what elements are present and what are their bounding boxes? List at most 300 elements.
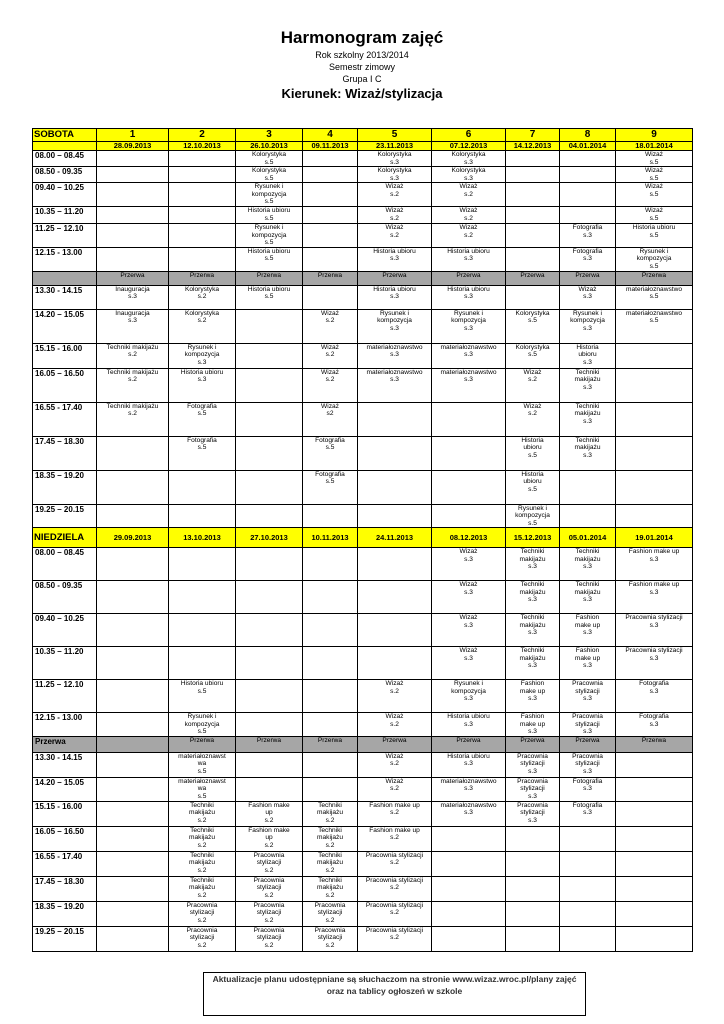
- session-date: 08.12.2013: [432, 528, 506, 548]
- session-date: 09.11.2013: [303, 142, 358, 151]
- time-slot: 11.25 – 12.10: [33, 224, 97, 248]
- class-cell: Wizaż s.3: [432, 581, 506, 614]
- class-cell: Historia ubioru s.5: [616, 224, 693, 248]
- class-cell: [303, 183, 358, 207]
- class-cell: [616, 436, 693, 470]
- table-row: [33, 368, 693, 402]
- class-cell: Wizaż s.2: [358, 183, 432, 207]
- class-cell: [169, 183, 236, 207]
- session-date: 10.11.2013: [303, 528, 358, 548]
- section-dates-row: [33, 142, 693, 151]
- class-cell: Przerwa: [303, 271, 358, 285]
- class-cell: Pracownia stylizacji s.3: [506, 752, 560, 777]
- time-slot: 10.35 – 11.20: [33, 207, 97, 224]
- class-cell: Historia ubioru s.3: [358, 247, 432, 271]
- session-number: 6: [432, 129, 506, 142]
- class-cell: Fotografia s.3: [560, 777, 616, 801]
- class-cell: Historia ubioru s.3: [432, 752, 506, 777]
- class-cell: Pracownia stylizacji s.2: [358, 901, 432, 926]
- class-cell: Kolorystyka s.2: [169, 285, 236, 309]
- class-cell: [169, 647, 236, 680]
- class-cell: [97, 151, 169, 167]
- table-row: [33, 183, 693, 207]
- class-cell: Inauguracja s.3: [97, 285, 169, 309]
- class-cell: Przerwa: [506, 271, 560, 285]
- class-cell: [97, 224, 169, 248]
- class-cell: Kolorystyka s.5: [506, 343, 560, 368]
- class-cell: [616, 343, 693, 368]
- class-cell: Przerwa: [303, 736, 358, 752]
- table-row: [33, 470, 693, 504]
- time-slot: 19.25 – 20.15: [33, 926, 97, 951]
- class-cell: Techniki makijażu s.3: [506, 647, 560, 680]
- time-slot: 08.00 – 08.45: [33, 151, 97, 167]
- table-row: [33, 436, 693, 470]
- class-cell: materiałoznawstwo s.3: [432, 343, 506, 368]
- class-cell: [358, 581, 432, 614]
- class-cell: Fashion make up s.2: [236, 801, 303, 826]
- class-cell: [169, 470, 236, 504]
- class-cell: Fashion make up s.3: [506, 680, 560, 713]
- page-title: Harmonogram zajęć: [280, 28, 444, 47]
- table-row: [33, 224, 693, 248]
- class-cell: [97, 614, 169, 647]
- class-cell: Techniki makijażu s.3: [560, 548, 616, 581]
- class-cell: Techniki makijażu s.3: [560, 368, 616, 402]
- class-cell: Techniki makijażu s.3: [506, 548, 560, 581]
- class-cell: [616, 876, 693, 901]
- class-cell: [236, 470, 303, 504]
- session-number: 4: [303, 129, 358, 142]
- class-cell: Techniki makijażu s.3: [560, 402, 616, 436]
- session-number: 9: [616, 129, 693, 142]
- class-cell: [97, 901, 169, 926]
- session-date: 18.01.2014: [616, 142, 693, 151]
- time-slot: 15.15 - 16.00: [33, 343, 97, 368]
- session-date: 14.12.2013: [506, 142, 560, 151]
- class-cell: [97, 752, 169, 777]
- class-cell: [97, 713, 169, 737]
- class-cell: Wizaż s.2: [432, 183, 506, 207]
- class-cell: [97, 851, 169, 876]
- class-cell: [358, 504, 432, 528]
- class-cell: Techniki makijażu s.2: [169, 851, 236, 876]
- class-cell: [506, 207, 560, 224]
- class-cell: [432, 826, 506, 851]
- class-cell: Wizaż s.2: [303, 309, 358, 343]
- class-cell: Przerwa: [506, 736, 560, 752]
- table-row: [33, 752, 693, 777]
- class-cell: Fashion make up s.2: [358, 826, 432, 851]
- time-slot: 09.40 – 10.25: [33, 183, 97, 207]
- class-cell: [358, 548, 432, 581]
- class-cell: Pracownia stylizacji s.3: [506, 777, 560, 801]
- class-cell: Kolorystyka s.3: [358, 151, 432, 167]
- session-date: 24.11.2013: [358, 528, 432, 548]
- class-cell: [560, 901, 616, 926]
- session-date: 27.10.2013: [236, 528, 303, 548]
- class-cell: Fotografia s.3: [560, 247, 616, 271]
- footer-line-1: Aktualizacje planu udostępniane są słuchaczom na stronie www.wizaz.wroc.pl/plany zajęć: [212, 974, 577, 984]
- class-cell: Fashion make up s.3: [560, 614, 616, 647]
- session-date: 23.11.2013: [358, 142, 432, 151]
- class-cell: [506, 224, 560, 248]
- session-date: 28.09.2013: [97, 142, 169, 151]
- section-header-row: [33, 528, 693, 548]
- school-year: Rok szkolny 2013/2014: [315, 50, 409, 60]
- class-cell: Techniki makijażu s.2: [169, 826, 236, 851]
- class-cell: [97, 680, 169, 713]
- table-row: [33, 285, 693, 309]
- direction-heading: Kierunek: Wizaż/stylizacja: [281, 86, 443, 101]
- class-cell: [616, 826, 693, 851]
- class-cell: [616, 901, 693, 926]
- class-cell: [303, 504, 358, 528]
- class-cell: [236, 752, 303, 777]
- time-slot: 08.00 – 08.45: [33, 548, 97, 581]
- class-cell: [236, 647, 303, 680]
- time-slot: 08.50 - 09.35: [33, 167, 97, 183]
- class-cell: [236, 713, 303, 737]
- table-row: [33, 901, 693, 926]
- class-cell: [506, 247, 560, 271]
- class-cell: Techniki makijażu s.2: [169, 801, 236, 826]
- class-cell: [97, 777, 169, 801]
- class-cell: Rysunek i kompozycja s.5: [236, 183, 303, 207]
- class-cell: [236, 402, 303, 436]
- time-slot: [33, 271, 97, 285]
- class-cell: [97, 504, 169, 528]
- class-cell: [303, 548, 358, 581]
- table-row: [33, 309, 693, 343]
- class-cell: [97, 581, 169, 614]
- class-cell: Wizaż s.3: [432, 614, 506, 647]
- table-row: [33, 647, 693, 680]
- class-cell: Przerwa: [358, 271, 432, 285]
- class-cell: [616, 470, 693, 504]
- session-date: 13.10.2013: [169, 528, 236, 548]
- class-cell: [303, 224, 358, 248]
- class-cell: Przerwa: [169, 271, 236, 285]
- class-cell: [432, 504, 506, 528]
- class-cell: [303, 167, 358, 183]
- dates-row-blank: [33, 142, 97, 151]
- time-slot: 16.55 - 17.40: [33, 851, 97, 876]
- session-date: 19.01.2014: [616, 528, 693, 548]
- session-date: 04.01.2014: [560, 142, 616, 151]
- class-cell: Historia ubioru s.5: [506, 436, 560, 470]
- class-cell: Przerwa: [560, 271, 616, 285]
- class-cell: [169, 504, 236, 528]
- class-cell: Przerwa: [616, 736, 693, 752]
- class-cell: Przerwa: [616, 271, 693, 285]
- class-cell: Historia ubioru s.5: [236, 207, 303, 224]
- group: Grupa I C: [342, 74, 382, 84]
- class-cell: Pracownia stylizacji s.2: [169, 926, 236, 951]
- class-cell: Przerwa: [432, 271, 506, 285]
- class-cell: materiałoznawstwo s.3: [358, 343, 432, 368]
- time-slot: 13.30 - 14.15: [33, 285, 97, 309]
- class-cell: Fotografia s.3: [560, 801, 616, 826]
- time-slot: 19.25 – 20.15: [33, 504, 97, 528]
- class-cell: [97, 876, 169, 901]
- class-cell: Historia ubioru s.3: [432, 713, 506, 737]
- class-cell: [303, 680, 358, 713]
- class-cell: Przerwa: [236, 736, 303, 752]
- class-cell: Kolorystyka s.3: [432, 151, 506, 167]
- table-row: [33, 826, 693, 851]
- table-row: [33, 343, 693, 368]
- time-slot: 18.35 – 19.20: [33, 901, 97, 926]
- class-cell: [358, 470, 432, 504]
- class-cell: Techniki makijażu s.2: [97, 402, 169, 436]
- class-cell: Rysunek i kompozycja s.3: [169, 343, 236, 368]
- class-cell: Fotografia s.5: [169, 436, 236, 470]
- class-cell: [432, 901, 506, 926]
- class-cell: Historia ubioru s.3: [560, 343, 616, 368]
- class-cell: Kolorystyka s.5: [506, 309, 560, 343]
- class-cell: [432, 876, 506, 901]
- class-cell: Rysunek i kompozycja s.5: [506, 504, 560, 528]
- class-cell: Rysunek i kompozycja s.3: [432, 309, 506, 343]
- class-cell: [97, 647, 169, 680]
- class-cell: [506, 826, 560, 851]
- class-cell: Przerwa: [432, 736, 506, 752]
- time-slot: 17.45 – 18.30: [33, 436, 97, 470]
- time-slot: Przerwa: [33, 736, 97, 752]
- class-cell: Historia ubioru s.5: [236, 247, 303, 271]
- class-cell: [169, 224, 236, 248]
- class-cell: [303, 777, 358, 801]
- class-cell: Pracownia stylizacji s.2: [358, 876, 432, 901]
- semester: Semestr zimowy: [328, 62, 395, 72]
- class-cell: Rysunek i kompozycja s.5: [169, 713, 236, 737]
- class-cell: Pracownia stylizacji s.2: [169, 901, 236, 926]
- session-number: 1: [97, 129, 169, 142]
- class-cell: Fashion make up s.3: [616, 581, 693, 614]
- class-cell: [236, 368, 303, 402]
- class-cell: [560, 470, 616, 504]
- class-cell: Wizaż s.3: [432, 647, 506, 680]
- time-slot: 08.50 - 09.35: [33, 581, 97, 614]
- time-slot: 11.25 – 12.10: [33, 680, 97, 713]
- table-row: [33, 548, 693, 581]
- class-cell: Techniki makijażu s.2: [303, 801, 358, 826]
- session-number: 3: [236, 129, 303, 142]
- class-cell: materiałoznawstwo s.3: [432, 368, 506, 402]
- session-date: 07.12.2013: [432, 142, 506, 151]
- time-slot: 13.30 - 14.15: [33, 752, 97, 777]
- time-slot: 16.55 - 17.40: [33, 402, 97, 436]
- break-row: [33, 271, 693, 285]
- class-cell: [236, 309, 303, 343]
- class-cell: [560, 207, 616, 224]
- class-cell: [303, 614, 358, 647]
- class-cell: [506, 926, 560, 951]
- class-cell: [303, 285, 358, 309]
- class-cell: Wizaż s.2: [506, 402, 560, 436]
- class-cell: [358, 647, 432, 680]
- class-cell: [303, 713, 358, 737]
- class-cell: [236, 581, 303, 614]
- time-slot: 14.20 – 15.05: [33, 309, 97, 343]
- class-cell: Pracownia stylizacji s.3: [560, 680, 616, 713]
- class-cell: Techniki makijażu s.2: [303, 826, 358, 851]
- class-cell: [97, 548, 169, 581]
- class-cell: Przerwa: [236, 271, 303, 285]
- class-cell: Fotografia s.3: [560, 224, 616, 248]
- class-cell: Pracownia stylizacji s.3: [560, 752, 616, 777]
- class-cell: [358, 614, 432, 647]
- class-cell: [169, 581, 236, 614]
- class-cell: [616, 777, 693, 801]
- class-cell: [616, 752, 693, 777]
- break-row: [33, 736, 693, 752]
- class-cell: Techniki makijażu s.3: [560, 436, 616, 470]
- class-cell: materiałoznawstwo s.3: [432, 801, 506, 826]
- class-cell: Historia ubioru s.3: [432, 285, 506, 309]
- class-cell: Fotografia s.5: [303, 470, 358, 504]
- class-cell: Pracownia stylizacji s.2: [303, 926, 358, 951]
- class-cell: Wizaż s.5: [616, 207, 693, 224]
- class-cell: [97, 436, 169, 470]
- class-cell: Pracownia stylizacji s.2: [236, 876, 303, 901]
- class-cell: [236, 548, 303, 581]
- class-cell: Pracownia stylizacji s.2: [358, 851, 432, 876]
- class-cell: [432, 402, 506, 436]
- class-cell: Pracownia stylizacji s.2: [236, 901, 303, 926]
- class-cell: Kolorystyka s.3: [432, 167, 506, 183]
- class-cell: Rysunek i kompozycja s.5: [616, 247, 693, 271]
- class-cell: Wizaż s.2: [303, 368, 358, 402]
- footer-notice: [203, 972, 586, 1016]
- class-cell: [560, 926, 616, 951]
- day-label: NIEDZIELA: [33, 528, 97, 548]
- table-row: [33, 167, 693, 183]
- class-cell: Wizaż s.2: [358, 224, 432, 248]
- class-cell: [432, 436, 506, 470]
- class-cell: Przerwa: [358, 736, 432, 752]
- class-cell: Fashion make up s.2: [236, 826, 303, 851]
- class-cell: [97, 470, 169, 504]
- class-cell: Historia ubioru s.3: [432, 247, 506, 271]
- table-row: [33, 680, 693, 713]
- class-cell: Historia ubioru s.5: [236, 285, 303, 309]
- class-cell: [506, 901, 560, 926]
- table-row: [33, 876, 693, 901]
- class-cell: Fotografia s.3: [616, 713, 693, 737]
- class-cell: Wizaż s.2: [432, 207, 506, 224]
- class-cell: [506, 851, 560, 876]
- class-cell: materiałoznawstwo s.5: [616, 285, 693, 309]
- class-cell: Techniki makijażu s.2: [303, 851, 358, 876]
- class-cell: [616, 402, 693, 436]
- table-row: [33, 801, 693, 826]
- session-date: 29.09.2013: [97, 528, 169, 548]
- table-row: [33, 926, 693, 951]
- class-cell: Wizaż s.5: [616, 151, 693, 167]
- class-cell: [303, 247, 358, 271]
- class-cell: Kolorystyka s.2: [169, 309, 236, 343]
- class-cell: [432, 470, 506, 504]
- class-cell: materiałoznawst wa s.5: [169, 777, 236, 801]
- class-cell: [560, 183, 616, 207]
- class-cell: [97, 736, 169, 752]
- class-cell: [560, 876, 616, 901]
- class-cell: Wizaż s.5: [616, 183, 693, 207]
- class-cell: Kolorystyka s.3: [358, 167, 432, 183]
- class-cell: Fashion make up s.3: [560, 647, 616, 680]
- class-cell: Pracownia stylizacji s.2: [303, 901, 358, 926]
- class-cell: Fashion make up s.3: [616, 548, 693, 581]
- class-cell: Fotografia s.3: [616, 680, 693, 713]
- class-cell: [97, 801, 169, 826]
- session-number: 2: [169, 129, 236, 142]
- class-cell: Fashion make up s.2: [358, 801, 432, 826]
- session-date: 15.12.2013: [506, 528, 560, 548]
- table-row: [33, 713, 693, 737]
- class-cell: [616, 926, 693, 951]
- class-cell: Techniki makijażu s.2: [97, 343, 169, 368]
- class-cell: Wizaż s.2: [303, 343, 358, 368]
- class-cell: Przerwa: [97, 271, 169, 285]
- class-cell: Pracownia stylizacji s.3: [616, 647, 693, 680]
- class-cell: [97, 183, 169, 207]
- class-cell: [169, 548, 236, 581]
- class-cell: [506, 167, 560, 183]
- class-cell: [97, 167, 169, 183]
- class-cell: Techniki makijażu s.3: [560, 581, 616, 614]
- class-cell: Wizaż s2: [303, 402, 358, 436]
- class-cell: Techniki makijażu s.3: [506, 614, 560, 647]
- session-date: 26.10.2013: [236, 142, 303, 151]
- time-slot: 10.35 – 11.20: [33, 647, 97, 680]
- class-cell: Pracownia stylizacji s.3: [616, 614, 693, 647]
- schedule-table: [32, 128, 693, 952]
- class-cell: [236, 436, 303, 470]
- class-cell: materiałoznawstwo s.5: [616, 309, 693, 343]
- class-cell: Historia ubioru s.5: [506, 470, 560, 504]
- time-slot: 16.05 – 16.50: [33, 826, 97, 851]
- class-cell: Pracownia stylizacji s.3: [506, 801, 560, 826]
- class-cell: [432, 926, 506, 951]
- class-cell: Kolorystyka s.5: [236, 167, 303, 183]
- class-cell: Wizaż s.3: [432, 548, 506, 581]
- class-cell: [560, 167, 616, 183]
- table-row: [33, 851, 693, 876]
- class-cell: [560, 504, 616, 528]
- session-number: 8: [560, 129, 616, 142]
- class-cell: Techniki makijażu s.3: [506, 581, 560, 614]
- class-cell: Techniki makijażu s.2: [169, 876, 236, 901]
- class-cell: Rysunek i kompozycja s.5: [236, 224, 303, 248]
- class-cell: [506, 876, 560, 901]
- class-cell: Rysunek i kompozycja s.3: [358, 309, 432, 343]
- class-cell: [97, 207, 169, 224]
- class-cell: Kolorystyka s.5: [236, 151, 303, 167]
- class-cell: Wizaż s.2: [358, 207, 432, 224]
- class-cell: [169, 151, 236, 167]
- class-cell: [506, 151, 560, 167]
- table-row: [33, 614, 693, 647]
- class-cell: [506, 285, 560, 309]
- class-cell: Wizaż s.2: [358, 680, 432, 713]
- time-slot: 17.45 – 18.30: [33, 876, 97, 901]
- class-cell: Wizaż s.3: [560, 285, 616, 309]
- class-cell: Historia ubioru s.3: [358, 285, 432, 309]
- class-cell: Przerwa: [560, 736, 616, 752]
- class-cell: Inauguracja s.3: [97, 309, 169, 343]
